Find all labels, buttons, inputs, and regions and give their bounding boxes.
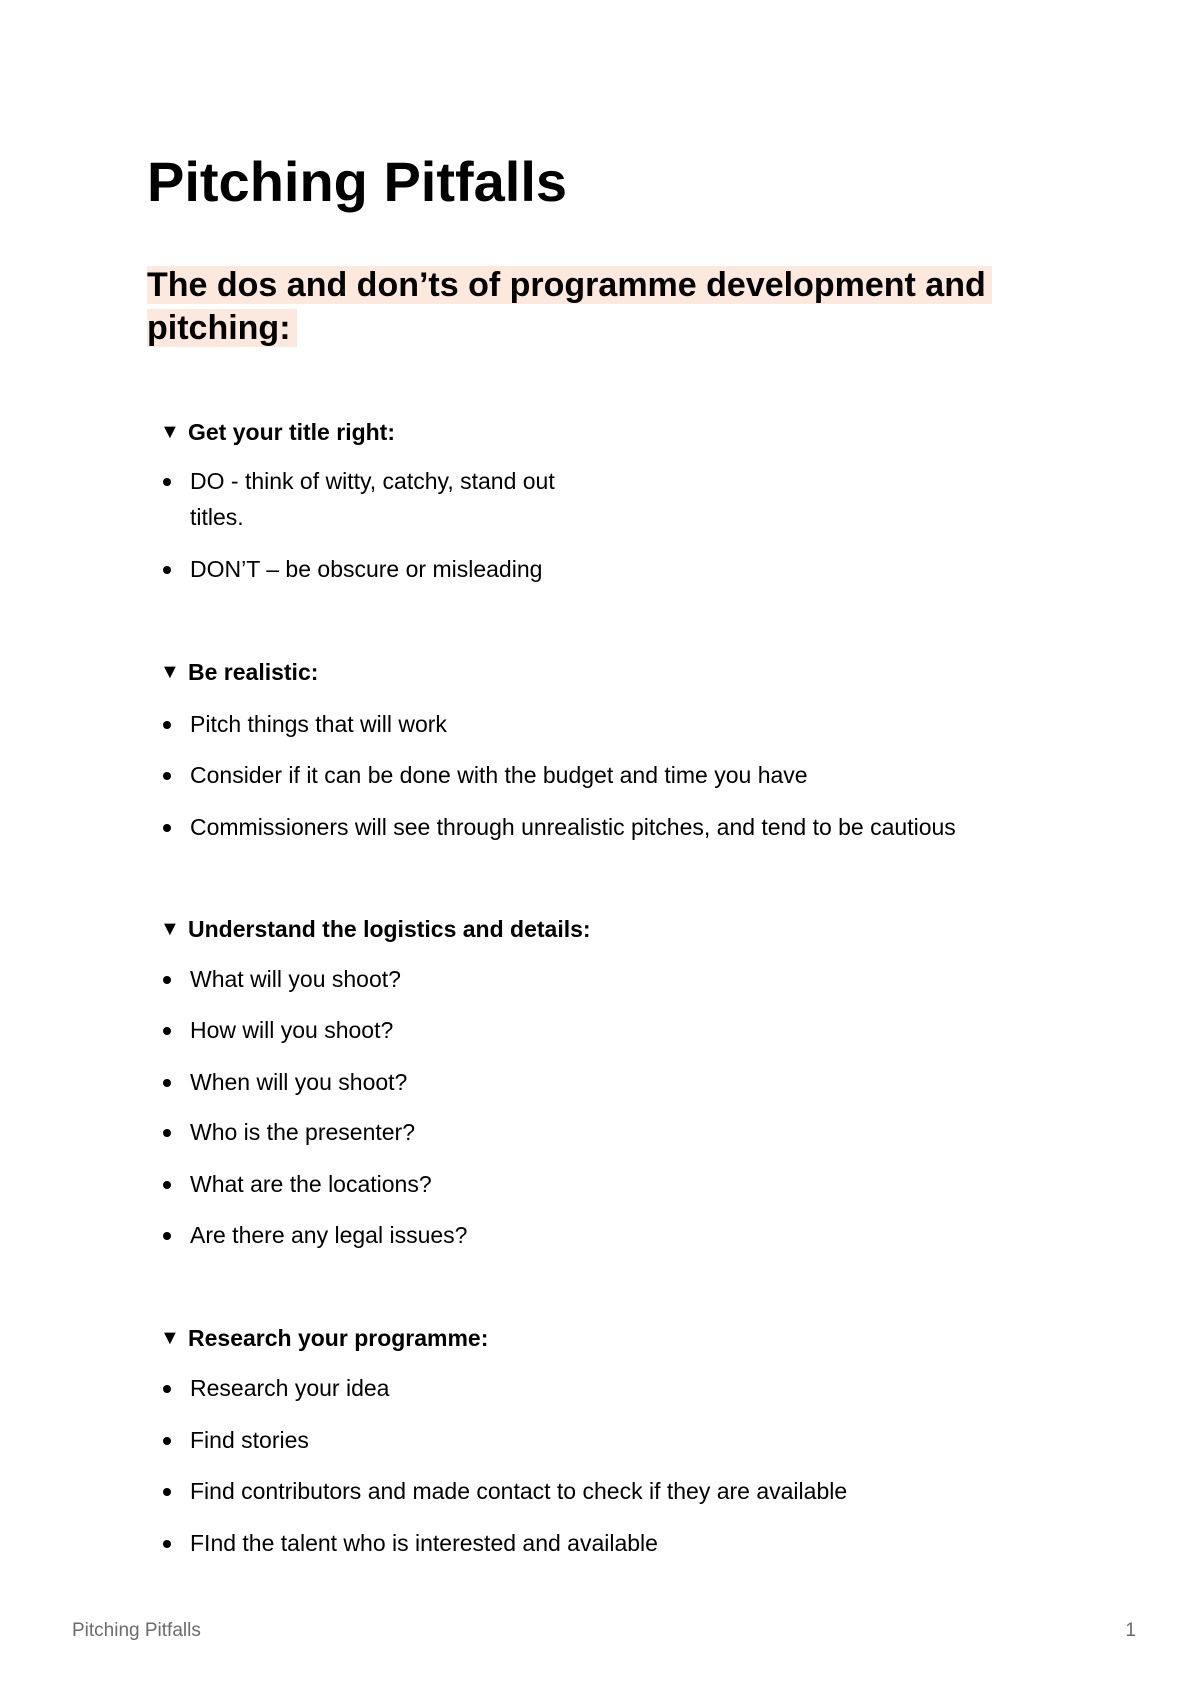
bullet-dot-icon [163,566,171,574]
bullet-dot-icon [163,1027,171,1035]
list-item: Find contributors and made contact to check if they are available [160,1473,1050,1509]
list-item: When will you shoot? [160,1064,1050,1100]
list-item-continuation: titles. [190,504,244,530]
section-logistics-details [160,914,1060,1248]
section-heading[interactable] [160,657,1060,687]
section-research-programme [160,1323,1060,1556]
section-heading-label: Understand the logistics and details: [188,916,591,942]
list-item: Consider if it can be done with the budget and time you have [160,757,1050,793]
bullet-dot-icon [163,1129,171,1137]
footer-document-name: Pitching Pitfalls [72,1620,201,1641]
list-item: What will you shoot? [160,961,1050,997]
list-item: Research your idea [160,1370,1050,1406]
bullet-dot-icon [163,721,171,729]
bullet-dot-icon [163,478,171,486]
section-get-title-right [160,417,1060,582]
list-item: Find stories [160,1422,1050,1458]
section-heading-label: Research your programme: [188,1325,489,1351]
toggle-triangle-icon[interactable]: ▼ [160,1327,180,1349]
section-heading-label: Get your title right: [188,419,395,445]
list-item: DO - think of witty, catchy, stand out [160,463,1050,499]
bullet-dot-icon [163,1437,171,1445]
section-heading[interactable] [160,914,1060,944]
list-item: Pitch things that will work [160,706,1050,742]
bullet-dot-icon [163,824,171,832]
section-heading-label: Be realistic: [188,659,319,685]
toggle-triangle-icon[interactable]: ▼ [160,918,180,940]
toggle-triangle-icon[interactable]: ▼ [160,661,180,683]
list-item: What are the locations? [160,1166,1050,1202]
list-item: Who is the presenter? [160,1114,1050,1150]
list-item: How will you shoot? [160,1012,1050,1048]
footer-page-number: 1 [1125,1620,1136,1641]
bullet-dot-icon [163,1181,171,1189]
list-item: Commissioners will see through unrealistic pitches, and tend to be cautious [160,809,1050,845]
bullet-dot-icon [163,1488,171,1496]
list-item: Are there any legal issues? [160,1217,1050,1253]
bullet-dot-icon [163,976,171,984]
toggle-triangle-icon[interactable]: ▼ [160,421,180,443]
bullet-dot-icon [163,1540,171,1548]
list-item: DON’T – be obscure or misleading [160,551,1050,587]
bullet-dot-icon [163,1079,171,1087]
subtitle-highlight: The dos and don’ts of programme development and pitching: [147,266,992,347]
section-heading[interactable] [160,1323,1060,1353]
page-subtitle [147,264,1047,350]
bullet-dot-icon [163,1232,171,1240]
list-item: FInd the talent who is interested and available [160,1525,1050,1561]
page-title: Pitching Pitfalls [147,150,568,213]
section-be-realistic [160,657,1060,840]
section-heading[interactable] [160,417,1060,447]
bullet-dot-icon [163,1385,171,1393]
bullet-dot-icon [163,772,171,780]
